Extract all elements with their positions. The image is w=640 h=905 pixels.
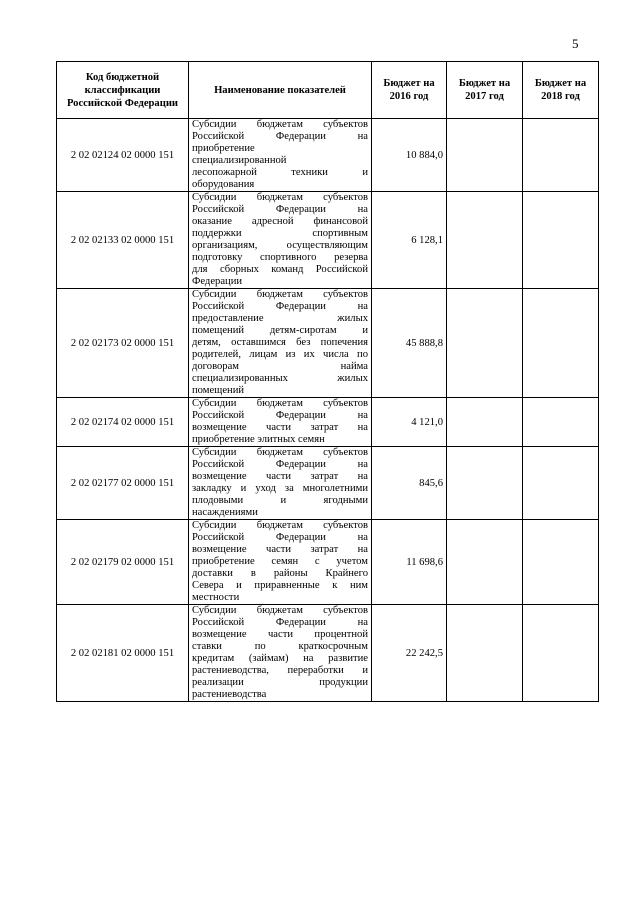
table-row (57, 605, 599, 702)
indicator-name-line: Российской Федерации на (192, 204, 368, 215)
indicator-name-line: насаждениями (192, 507, 258, 518)
header-2017: Бюджет на 2017 год (447, 62, 523, 119)
page-number: 5 (572, 36, 579, 51)
table-row (57, 520, 599, 605)
table-row (57, 289, 599, 398)
header-2018: Бюджет на 2018 год (523, 62, 599, 119)
budget-2017-cell (447, 520, 523, 605)
budget-2017-cell (447, 192, 523, 289)
indicator-name-line: приобретение элитных семян (192, 434, 325, 445)
budget-2018-cell (523, 192, 599, 289)
budget-code-cell: 2 02 02181 02 0000 151 (57, 605, 189, 702)
budget-table (56, 61, 599, 702)
indicator-name-line: закладку и уход за многолетними (192, 483, 368, 494)
budget-2016-cell: 11 698,6 (372, 520, 447, 605)
indicator-name-cell (189, 520, 372, 605)
indicator-name-line: Российской Федерации на (192, 617, 368, 628)
table-header-row (57, 62, 599, 119)
indicator-name-line: Субсидии бюджетам субъектов (192, 447, 368, 458)
budget-2018-cell (523, 447, 599, 520)
table-row (57, 119, 599, 192)
table-row (57, 447, 599, 520)
table-body (57, 119, 599, 702)
budget-2016-cell: 10 884,0 (372, 119, 447, 192)
budget-2017-cell (447, 119, 523, 192)
indicator-name-line: для сборных команд Российской (192, 264, 368, 275)
budget-2016-cell: 6 128,1 (372, 192, 447, 289)
budget-2018-cell (523, 520, 599, 605)
budget-2016-cell: 845,6 (372, 447, 447, 520)
indicator-name-line: ставки по краткосрочным (192, 641, 368, 652)
indicator-name-line: специализированных жилых (192, 373, 368, 384)
header-name: Наименование показателей (189, 62, 372, 119)
indicator-name-line: Субсидии бюджетам субъектов (192, 289, 368, 300)
indicator-name-line: помещений детям-сиротам и (192, 325, 368, 336)
header-2016: Бюджет на 2016 год (372, 62, 447, 119)
indicator-name-line: приобретение (192, 143, 255, 154)
indicator-name-line: оборудования (192, 179, 255, 190)
table-row (57, 398, 599, 447)
indicator-name-line: возмещение части затрат на (192, 544, 368, 555)
budget-2018-cell (523, 398, 599, 447)
indicator-name-line: возмещение части процентной (192, 629, 368, 640)
table-row (57, 192, 599, 289)
indicator-name-cell (189, 289, 372, 398)
indicator-name-line: Российской Федерации на (192, 532, 368, 543)
indicator-name-line: родителей, лицам из их числа по (192, 349, 368, 360)
indicator-name-cell (189, 605, 372, 702)
indicator-name-line: помещений (192, 385, 245, 396)
indicator-name-line: возмещение части затрат на (192, 422, 368, 433)
budget-2017-cell (447, 289, 523, 398)
budget-2016-cell: 45 888,8 (372, 289, 447, 398)
budget-2017-cell (447, 447, 523, 520)
indicator-name-line: Субсидии бюджетам субъектов (192, 520, 368, 531)
indicator-name-line: оказание адресной финансовой (192, 216, 368, 227)
budget-2016-cell: 4 121,0 (372, 398, 447, 447)
indicator-name-line: возмещение части затрат на (192, 471, 368, 482)
indicator-name-line: местности (192, 592, 240, 603)
indicator-name-line: договорам найма (192, 361, 368, 372)
budget-2016-cell: 22 242,5 (372, 605, 447, 702)
indicator-name-line: Субсидии бюджетам субъектов (192, 119, 368, 130)
budget-code-cell: 2 02 02124 02 0000 151 (57, 119, 189, 192)
indicator-name-cell (189, 119, 372, 192)
indicator-name-line: предоставление жилых (192, 313, 368, 324)
indicator-name-line: организациям, осуществляющим (192, 240, 368, 251)
indicator-name-line: кредитам (займам) на развитие (192, 653, 368, 664)
budget-2017-cell (447, 605, 523, 702)
indicator-name-line: лесопожарной техники и (192, 167, 368, 178)
indicator-name-line: доставки в районы Крайнего (192, 568, 368, 579)
indicator-name-line: Российской Федерации на (192, 131, 368, 142)
indicator-name-cell (189, 398, 372, 447)
indicator-name-line: Российской Федерации на (192, 459, 368, 470)
indicator-name-line: Севера и приравненные к ним (192, 580, 368, 591)
header-code: Код бюджетной классификации Российской Федерации (57, 62, 189, 119)
indicator-name-line: Субсидии бюджетам субъектов (192, 398, 368, 409)
indicator-name-line: приобретение семян с учетом (192, 556, 368, 567)
indicator-name-cell (189, 447, 372, 520)
budget-2018-cell (523, 119, 599, 192)
indicator-name-line: растениеводства (192, 689, 267, 700)
indicator-name-line: подготовку спортивного резерва (192, 252, 368, 263)
budget-2018-cell (523, 289, 599, 398)
indicator-name-line: Российской Федерации на (192, 410, 368, 421)
indicator-name-line: специализированной (192, 155, 287, 166)
indicator-name-line: детям, оставшимся без попечения (192, 337, 368, 348)
indicator-name-line: Субсидии бюджетам субъектов (192, 605, 368, 616)
budget-2018-cell (523, 605, 599, 702)
indicator-name-line: поддержки спортивным (192, 228, 368, 239)
indicator-name-line: реализации продукции (192, 677, 368, 688)
budget-code-cell: 2 02 02177 02 0000 151 (57, 447, 189, 520)
indicator-name-cell (189, 192, 372, 289)
budget-code-cell: 2 02 02133 02 0000 151 (57, 192, 189, 289)
budget-code-cell: 2 02 02174 02 0000 151 (57, 398, 189, 447)
indicator-name-line: Субсидии бюджетам субъектов (192, 192, 368, 203)
budget-2017-cell (447, 398, 523, 447)
indicator-name-line: Российской Федерации на (192, 301, 368, 312)
indicator-name-line: растениеводства, переработки и (192, 665, 368, 676)
indicator-name-line: Федерации (192, 276, 243, 287)
budget-code-cell: 2 02 02179 02 0000 151 (57, 520, 189, 605)
indicator-name-line: плодовыми и ягодными (192, 495, 368, 506)
budget-code-cell: 2 02 02173 02 0000 151 (57, 289, 189, 398)
